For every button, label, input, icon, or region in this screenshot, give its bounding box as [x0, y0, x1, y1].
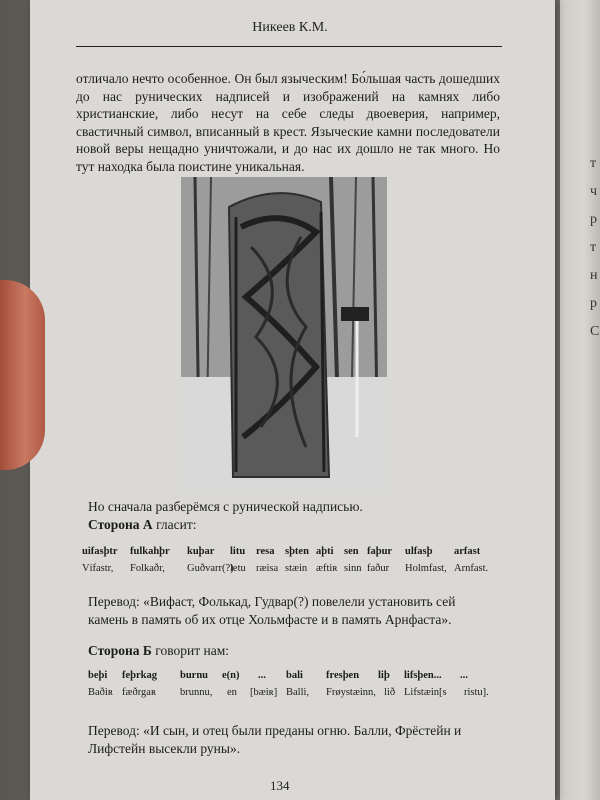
- normalized-word: sinn: [344, 563, 362, 574]
- normalized-word: Arnfast.: [454, 563, 489, 574]
- rune-word: sen: [344, 546, 359, 557]
- normalized-word: [bæiʀ]: [250, 687, 278, 698]
- normalized-word: ræisa: [256, 563, 279, 574]
- rune-word: faþur: [367, 546, 393, 557]
- rune-word: burnu: [180, 670, 209, 681]
- rune-word: liþ: [378, 670, 390, 681]
- normalized-word: Folkaðr,: [130, 563, 165, 574]
- rune-word: ulfasþ: [405, 546, 433, 557]
- rune-word: beþi: [88, 670, 108, 681]
- rune-word: uifasþtr: [82, 546, 118, 557]
- next-page-text: т ч р т н р С: [590, 156, 600, 339]
- rune-word: ...: [258, 670, 266, 681]
- intro-paragraph: отличало нечто особенное. Он был языческим! Бо́льшая часть дошедших до нас рунических надписей и изображений на камнях либо христианские, либо несут на себе следы двоеверия, например, свастичный символ, вписанный в крест. Языческие камни последователи новой веры нещадно уничтожали, и до нас их дошло не так много. Но тут находка была поистине уникальная.: [76, 71, 500, 174]
- translation-b: Перевод: «И сын, и отец были преданы огню. Балли, Фрёстейн и Лифстейн высекли руны».: [88, 723, 462, 756]
- normalized-word: æftiʀ: [316, 563, 338, 574]
- normalized-word: lið: [384, 687, 396, 698]
- rune-word: kuþar: [187, 546, 215, 557]
- normalized-word: Lifstæin[s: [404, 687, 447, 698]
- normalized-word: Guðvarr(?): [187, 563, 234, 574]
- next-page-edge: [560, 0, 600, 800]
- rune-word: ...: [460, 670, 468, 681]
- runestone-photo: [181, 177, 387, 492]
- page-number: 134: [270, 778, 290, 793]
- running-header: Никеев К.М.: [252, 20, 328, 35]
- inscription-intro: Но сначала разберёмся с рунической надписью.: [88, 499, 363, 514]
- rune-word: resa: [256, 546, 275, 557]
- normalized-word: ristu].: [464, 687, 489, 698]
- rune-word: bali: [286, 670, 303, 681]
- rune-word: e(n): [222, 670, 240, 681]
- side-b-label: Сторона Б говорит нам:: [88, 643, 229, 658]
- normalized-word: Frøystæinn,: [326, 687, 376, 698]
- normalized-word: Baðiʀ: [88, 687, 113, 698]
- normalized-word: faður: [367, 563, 390, 574]
- rune-word: fulkahþr: [130, 546, 170, 557]
- side-a-label: Сторона А гласит:: [88, 517, 197, 532]
- normalized-word: Balli,: [286, 687, 310, 698]
- translation-a: Перевод: «Вифаст, Фолькад, Гудвар(?) повелели установить сей камень в память об их отце Хольмфасте и в память Арнфаста».: [88, 594, 456, 627]
- rune-word: aþti: [316, 546, 334, 557]
- normalized-word: brunnu,: [180, 687, 213, 698]
- normalized-word: letu: [230, 563, 246, 574]
- hand-holding-page: [0, 280, 45, 470]
- rune-word: litu: [230, 546, 246, 557]
- rune-word: lifsþen...: [404, 670, 442, 681]
- header-rule: [76, 46, 502, 47]
- rune-word: feþrkag: [122, 670, 157, 681]
- normalized-word: Vífastr,: [82, 563, 114, 574]
- normalized-word: Holmfast,: [405, 563, 447, 574]
- runestone-illustration: [181, 177, 387, 492]
- rune-word: sþten: [285, 546, 309, 557]
- rune-word: arfast: [454, 546, 481, 557]
- normalized-word: en: [227, 687, 237, 698]
- normalized-word: fæðrgaʀ: [122, 687, 157, 698]
- normalized-word: stæin: [285, 563, 308, 574]
- rune-word: fresþen: [326, 670, 360, 681]
